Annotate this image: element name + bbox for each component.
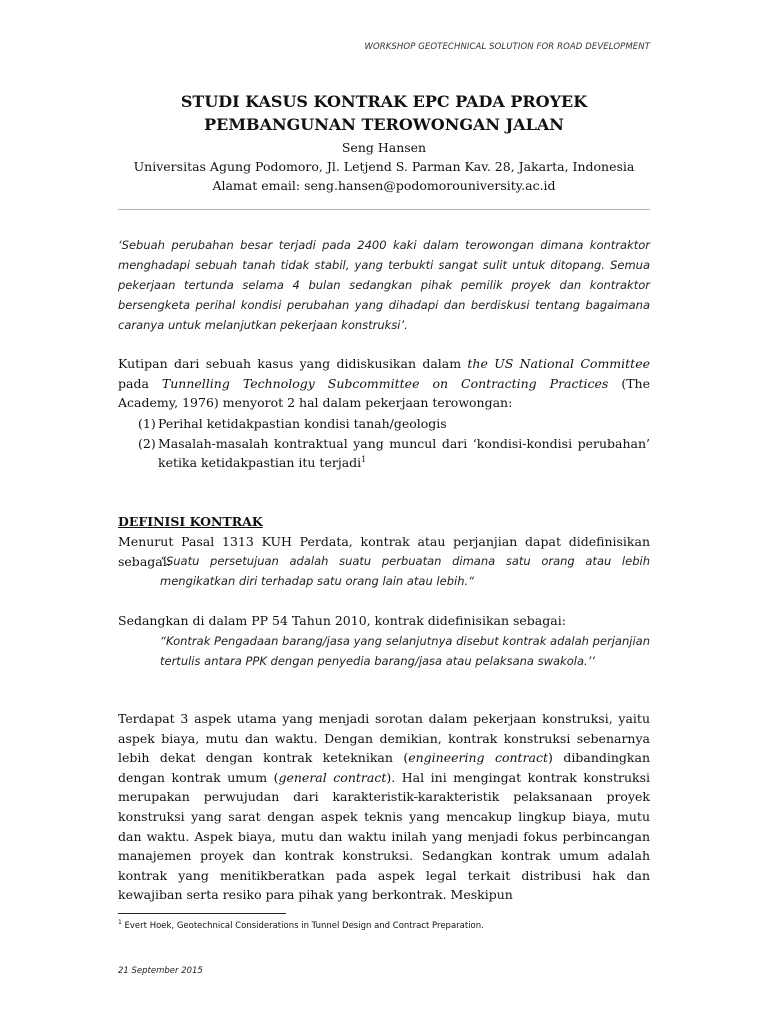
list-item bbox=[138, 414, 650, 434]
definition-intro-2: Sedangkan di dalam PP 54 Tahun 2010, kontrak didefinisikan sebagai: bbox=[118, 613, 566, 628]
definition-intro-1: Menurut Pasal 1313 KUH Perdata, kontrak atau perjanjian dapat didefinisikan sebagai: bbox=[118, 534, 650, 569]
term-general-contract: general contract bbox=[278, 769, 387, 785]
intro-text-3: (The Academy, 1976) menyorot 2 hal dalam pekerjaan terowongan: bbox=[118, 375, 650, 410]
list-number: (1) bbox=[138, 416, 156, 431]
definition-quote-1: “Suatu persetujuan adalah suatu perbuatan dimana satu orang atau lebih mengikatkan diri terhadap satu orang lain atau lebih.“ bbox=[160, 554, 650, 588]
footnote bbox=[118, 921, 484, 931]
author-email: Alamat email: seng.hansen@podomorouniversity.ac.id bbox=[212, 178, 556, 193]
main-text-2: ) dibandingkan dengan kontrak umum ( bbox=[118, 750, 651, 785]
list-number: (2) bbox=[138, 435, 156, 451]
list-item bbox=[138, 434, 650, 473]
section-heading: DEFINISI KONTRAK bbox=[118, 514, 263, 529]
definition-quote-2: “Kontrak Pengadaan barang/jasa yang selanjutnya disebut kontrak adalah perjanjian tertulis antara PPK dengan penyedia barang/jasa atau pelaksana swakola.’’ bbox=[160, 634, 650, 668]
footnote-marker: 1 bbox=[118, 919, 122, 927]
footnote-divider bbox=[118, 913, 286, 914]
paper-title: STUDI KASUS KONTRAK EPC PADA PROYEK PEMBANGUNAN TEROWONGAN JALAN bbox=[180, 92, 588, 134]
main-text-3: ). Hal ini mengingat kontrak konstruksi merupakan perwujudan dari karakteristik-karakteristik pelaksanaan proyek konstruksi yang sarat dengan aspek teknis yang mencakup lingkup biaya, mutu dan waktu. Aspek biaya, mutu dan waktu inilah yang menjadi fokus perbincangan manajemen proyek dan kontrak konstruksi. Sedangkan kontrak umum adalah kontrak yang menitikberatkan pada aspek legal terkait distribusi hak dan kewajiban serta resiko para pihak yang berkontrak. Meskipun bbox=[118, 769, 650, 903]
issue-list bbox=[138, 414, 650, 473]
list-text bbox=[158, 434, 650, 473]
intro-text-2: pada bbox=[118, 375, 162, 391]
term-engineering-contract: engineering contract bbox=[408, 750, 549, 766]
header-divider bbox=[118, 209, 650, 210]
footer-date: 21 September 2015 bbox=[118, 966, 203, 976]
intro-committee: the US National Committee bbox=[467, 356, 650, 371]
intro-text-1: Kutipan dari sebuah kasus yang didiskusikan dalam bbox=[118, 356, 468, 371]
abstract-quote: ‘Sebuah perubahan besar terjadi pada 2400 kaki dalam terowongan dimana kontraktor menghadapi sebuah tanah tidak stabil, yang terbukti sangat sulit untuk ditopang. Semua pekerjaan tertunda selama 4 bulan sedangkan pihak pemilik proyek dan kontraktor bersengketa perihal kondisi perubahan yang dihadapi dan berdiskusi tentang bagaimana caranya untuk melanjutkan pekerjaan konstruksi’. bbox=[118, 238, 650, 332]
author-affiliation: Universitas Agung Podomoro, Jl. Letjend S. Parman Kav. 28, Jakarta, Indonesia bbox=[133, 159, 635, 174]
list-text-content: Perihal ketidakpastian kondisi tanah/geologis bbox=[158, 416, 447, 431]
main-text-1: Terdapat 3 aspek utama yang menjadi sorotan dalam pekerjaan konstruksi, yaitu aspek biaya, mutu dan waktu. Dengan demikian, kontrak konstruksi sebenarnya lebih dekat dengan kontrak keteknikan ( bbox=[118, 711, 650, 766]
intro-subcommittee: Tunnelling Technology Subcommittee on Contracting Practices bbox=[161, 375, 609, 391]
intro-paragraph bbox=[118, 354, 650, 413]
list-text-content: Masalah-masalah kontraktual yang muncul dari ‘kondisi-kondisi perubahan’ ketika ketidakpastian itu terjadi bbox=[158, 435, 650, 470]
author-name: Seng Hansen bbox=[341, 140, 427, 155]
author-block bbox=[118, 138, 650, 195]
running-header: WORKSHOP GEOTECHNICAL SOLUTION FOR ROAD DEVELOPMENT bbox=[364, 42, 650, 52]
footnote-text: Evert Hoek, Geotechnical Considerations in Tunnel Design and Contract Preparation. bbox=[121, 921, 484, 931]
list-text bbox=[158, 414, 650, 434]
main-paragraph bbox=[118, 709, 650, 905]
footnote-reference[interactable]: 1 bbox=[361, 454, 367, 464]
